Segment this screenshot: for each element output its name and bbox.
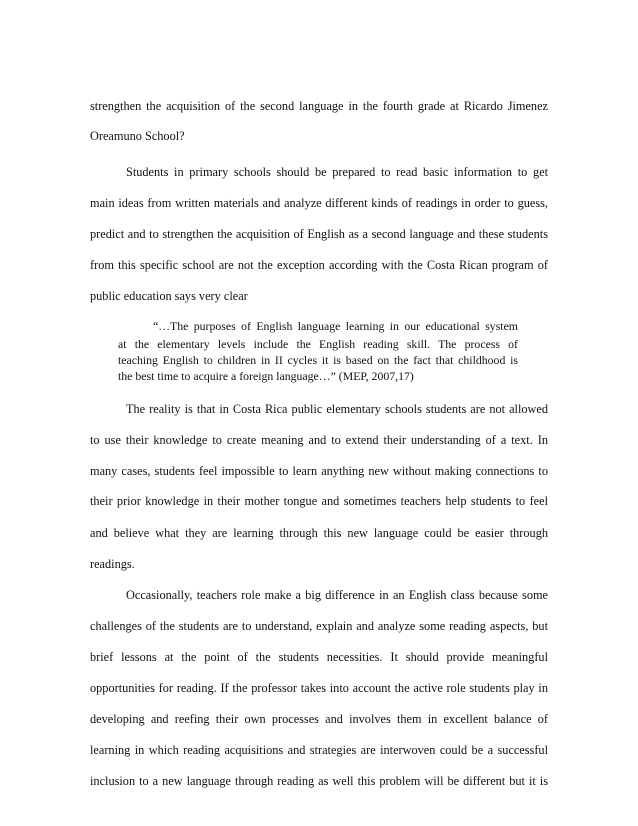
paragraph-reality-line: readings. [90, 557, 135, 571]
block-quote-line: “…The purposes of English language learning in our educational system [153, 319, 518, 333]
paragraph-students-line: predict and to strengthen the acquisition of English as a second language and these students [90, 227, 548, 241]
paragraph-reality-line: many cases, students feel impossible to learn anything new without making connections to [90, 464, 548, 478]
paragraph-occasionally-line: developing and reefing their own processes and involves them in excellent balance of [90, 712, 548, 726]
paragraph-reality-line: and believe what they are learning through this new language could be easier through [90, 526, 548, 540]
paragraph-occasionally-line: learning in which reading acquisitions and strategies are interwoven could be a successful [90, 743, 548, 757]
paragraph-students-line: main ideas from written materials and analyze different kinds of readings in order to guess, [90, 196, 548, 210]
paragraph-reality-line: The reality is that in Costa Rica public elementary schools students are not allowed [126, 402, 548, 416]
paragraph-intro-line: strengthen the acquisition of the second language in the fourth grade at Ricardo Jimenez [90, 99, 548, 113]
paragraph-occasionally-line: opportunities for reading. If the professor takes into account the active role students play in [90, 681, 548, 695]
block-quote-line: the best time to acquire a foreign language…” (MEP, 2007,17) [118, 369, 414, 383]
paragraph-reality-line: their prior knowledge in their mother tongue and sometimes teachers help students to feel [90, 494, 548, 508]
block-quote-line: at the elementary levels include the English reading skill. The process of [118, 337, 518, 351]
paragraph-reality-line: to use their knowledge to create meaning and to extend their understanding of a text. In [90, 433, 548, 447]
paragraph-students-line: Students in primary schools should be prepared to read basic information to get [126, 165, 548, 179]
paragraph-occasionally-line: inclusion to a new language through reading as well this problem will be different but it is [90, 774, 548, 788]
paragraph-occasionally-line: Occasionally, teachers role make a big difference in an English class because some [126, 588, 548, 602]
paragraph-students-line: from this specific school are not the exception according with the Costa Rican program of [90, 258, 548, 272]
paragraph-intro-line: Oreamuno School? [90, 129, 185, 143]
paragraph-occasionally-line: challenges of the students are to understand, explain and analyze some reading aspects, but [90, 619, 548, 633]
block-quote-line: teaching English to children in II cycles it is based on the fact that childhood is [118, 353, 518, 367]
paragraph-students-line: public education says very clear [90, 289, 248, 303]
paragraph-occasionally-line: brief lessons at the point of the students necessities. It should provide meaningful [90, 650, 548, 664]
